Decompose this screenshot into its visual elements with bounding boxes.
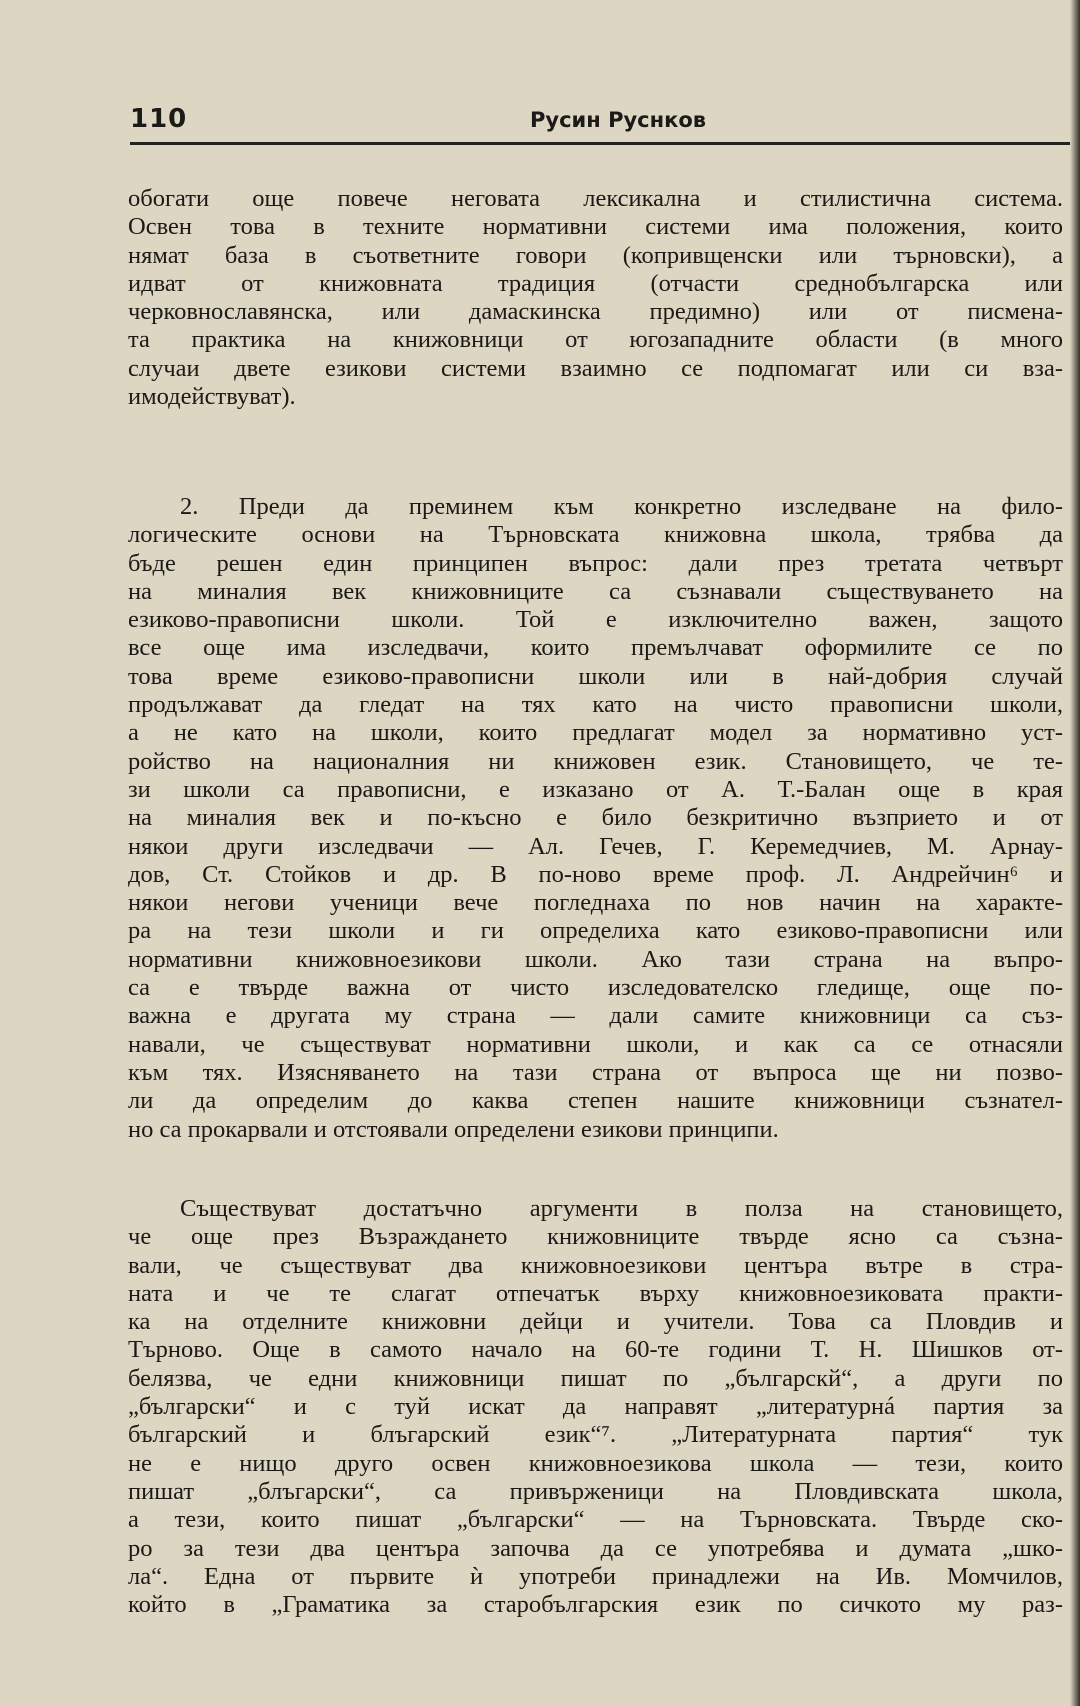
text-line: нормативни книжовноезикови школи. Ако тази страна на въпро-	[128, 945, 1063, 973]
text-line: а тези, които пишат „български“ — на Търновската. Твърде ско-	[128, 1506, 1063, 1534]
text-line: са е твърде важна от чисто изследователско гледище, още по-	[128, 974, 1063, 1002]
text-line: нямат база в съответните говори (копривщенски или търновски), а	[128, 241, 1063, 269]
text-line: та практика на книжовници от югозападните области (в много	[128, 326, 1063, 354]
text-line: идват от книжовната традиция (отчасти среднобългарска или	[128, 269, 1063, 297]
text-line: Освен това в техните нормативни системи има положения, които	[128, 213, 1063, 241]
text-line: „български“ и с туй искат да направят „литературнá партия за	[128, 1393, 1063, 1421]
text-line: но са прокарвали и отстоявали определени езикови принципи.	[128, 1115, 779, 1143]
text-line: Съществуват достатъчно аргументи в полза на становището,	[180, 1195, 1063, 1222]
text-line: ната и че те слагат отпечатък върху книжовноезиковата практи-	[128, 1279, 1063, 1307]
text-line: Търново. Още в самото начало на 60-те години Т. Н. Шишков от-	[128, 1336, 1063, 1364]
text-line: на миналия век и по-късно е било безкритично възприето и от	[128, 804, 1063, 832]
text-line: навали, че съществуват нормативни школи, и как са се отнасяли	[128, 1030, 1063, 1058]
text-line: че още през Възраждането книжовниците твърде ясно са съзна-	[128, 1223, 1063, 1251]
text-line: логическите основи на Търновската книжовна школа, трябва да	[128, 521, 1063, 549]
text-line: важна е другата му страна — дали самите книжовници са съз-	[128, 1002, 1063, 1030]
running-head: Русин Руснков	[530, 108, 707, 132]
text-line: ка на отделните книжовни дейци и учители. Това са Пловдив и	[128, 1308, 1063, 1336]
page-header	[130, 104, 1060, 144]
text-line: някои негови ученици вече погледнаха по нов начин на характе-	[128, 889, 1063, 917]
text-line: белязва, че едни книжовници пишат по „българскй“, а други по	[128, 1364, 1063, 1392]
paragraph-2	[128, 493, 1063, 1144]
text-line: не е нищо друго освен книжовноезикова школа — тези, които	[128, 1449, 1063, 1477]
text-line: езиково-правописни школи. Той е изключително важен, защото	[128, 606, 1063, 634]
header-rule	[130, 142, 1070, 145]
text-line: ли да определим до каква степен нашите книжовници съзнател-	[128, 1087, 1063, 1115]
page-edge-shadow	[1070, 0, 1080, 1706]
text-line: българский и блъгарский език“⁷. „Литературната партия“ тук	[128, 1421, 1063, 1449]
text-line: дов, Ст. Стойков и др. В по-ново време проф. Л. Андрейчин⁶ и	[128, 860, 1063, 888]
text-line: все още има изследвачи, които премълчават оформилите се по	[128, 634, 1063, 662]
text-line: който в „Граматика за старобългарския език по сичкото му раз-	[128, 1591, 1063, 1619]
text-line: ройство на националния ни книжовен език. Становището, че те-	[128, 747, 1063, 775]
text-line: бъде решен един принципен въпрос: дали през третата четвърт	[128, 549, 1063, 577]
page-number: 110	[130, 104, 188, 134]
text-line: на миналия век книжовниците са съзнавали съществуването на	[128, 577, 1063, 605]
text-line: някои други изследвачи — Ал. Гечев, Г. Керемедчиев, М. Арнау-	[128, 832, 1063, 860]
text-line: пишат „блъгарски“, са привърженици на Пловдивската школа,	[128, 1477, 1063, 1505]
text-line: имодействуват).	[128, 383, 296, 411]
text-line: ла“. Една от първите ѝ употреби принадлежи на Ив. Момчилов,	[128, 1562, 1063, 1590]
text-line: случаи двете езикови системи взаимно се подпомагат или си вза-	[128, 354, 1063, 382]
text-line: а не като на школи, които предлагат модел за нормативно уст-	[128, 719, 1063, 747]
text-line: 2. Преди да преминем към конкретно изследване на фило-	[180, 493, 1063, 520]
text-line: вали, че съществуват два книжовноезикови центъра вътре в стра-	[128, 1251, 1063, 1279]
text-line: продължават да гледат на тях като на чисто правописни школи,	[128, 691, 1063, 719]
text-line: към тях. Изясняването на тази страна от въпроса ще ни позво-	[128, 1058, 1063, 1086]
text-line: това време езиково-правописни школи или в най-добрия случай	[128, 662, 1063, 690]
text-line: обогати още повече неговата лексикална и стилистична система.	[128, 185, 1063, 212]
text-line: зи школи са правописни, е изказано от А. Т.-Балан още в края	[128, 775, 1063, 803]
paragraph-3	[128, 1195, 1063, 1619]
paragraph-1	[128, 185, 1063, 411]
text-line: черковнославянска, или дамаскинска предимно) или от писмена-	[128, 298, 1063, 326]
text-line: ро за тези два центъра започва да се употребява и думата „шко-	[128, 1534, 1063, 1562]
text-line: ра на тези школи и ги определиха като езиково-правописни или	[128, 917, 1063, 945]
